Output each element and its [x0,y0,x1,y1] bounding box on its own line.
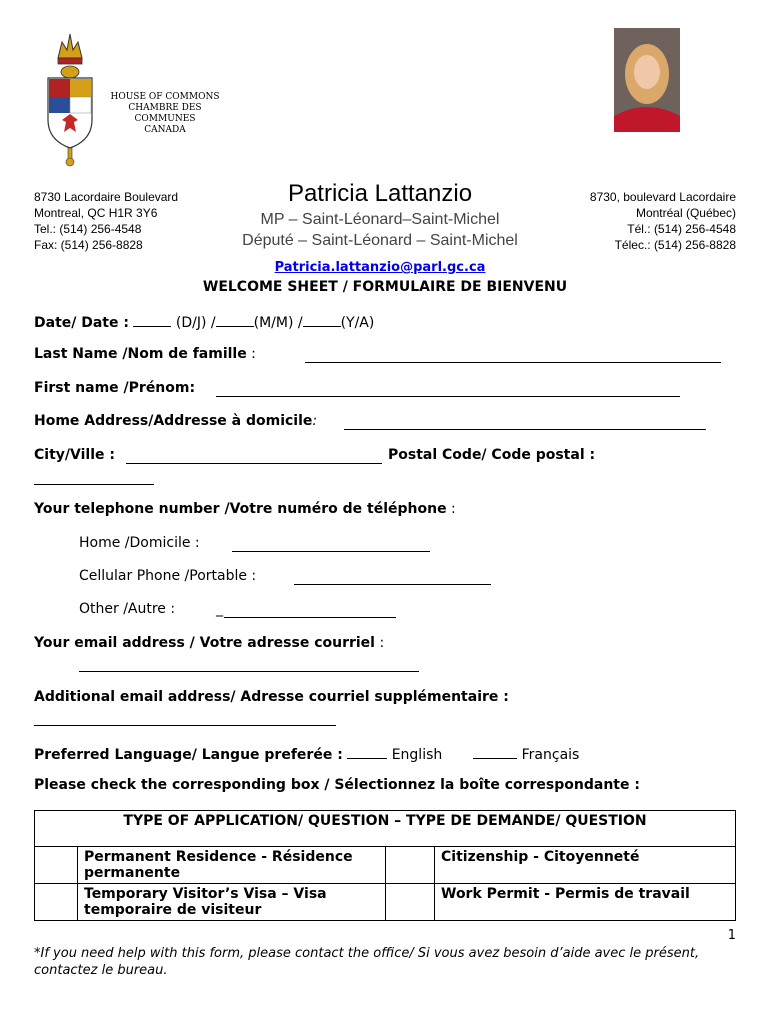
date-month-field[interactable] [216,312,254,327]
crest-icon [40,28,100,168]
other-phone-label: Other /Autre : [79,601,176,617]
checkbox-work-permit[interactable] [386,884,435,921]
date-year-field[interactable] [303,312,341,327]
form-heading: WELCOME SHEET / FORMULAIRE DE BIENVENU [202,279,568,295]
date-day-hint: (D/J) / [175,315,216,331]
table-header: TYPE OF APPLICATION/ QUESTION – TYPE DE DEMANDE/ QUESTION [35,811,736,847]
home-address-label: Home Address/Addresse à domicile [34,413,313,429]
language-english-label: English [391,747,443,763]
home-address-colon: : [312,413,318,429]
last-name-label: Last Name /Nom de famille [34,346,247,362]
cell-phone-field[interactable] [294,584,491,585]
application-type-table [34,810,736,921]
language-french-field[interactable] [473,744,517,759]
house-of-commons-crest [40,28,100,168]
portrait-icon [614,28,680,132]
crest-text [106,92,224,136]
telephone-colon: : [451,501,456,517]
other-phone-underscore: _ [216,601,223,617]
address-fr-line: Montréal (Québec) [635,206,736,220]
last-name-colon: : [251,346,256,362]
address-en-line: Fax: (514) 256-8828 [34,238,143,252]
city-label: City/Ville : [34,447,115,463]
telephone-row [34,501,456,517]
crest-line-3: CANADA [144,125,186,135]
footer-note: *If you need help with this form, please contact the office/ Si vous avez besoin d’aide avec le présent, contactez le bureau. [34,946,700,978]
email-colon: : [379,635,385,651]
date-row [34,312,374,331]
mp-photo [614,28,680,132]
date-month-hint: (M/M) / [253,315,303,331]
language-label: Preferred Language/ Langue preferée : [34,747,343,763]
first-name-field[interactable] [216,396,680,397]
email-field[interactable] [79,671,419,672]
mp-email-link[interactable]: Patricia.lattanzio@parl.gc.ca [274,260,486,275]
date-day-field[interactable] [133,312,171,327]
city-field[interactable] [126,463,382,464]
home-address-field[interactable] [344,429,706,430]
crest-line-2: CHAMBRE DES COMMUNES [128,103,202,124]
address-french [590,189,736,253]
checkbox-citizenship[interactable] [386,847,435,884]
postal-code-field[interactable] [34,484,154,485]
check-box-instruction: Please check the corresponding box / Sélectionnez la boîte correspondante : [34,777,640,793]
option-work-permit: Work Permit - Permis de travail [435,884,736,921]
address-en-line: 8730 Lacordaire Boulevard [34,190,179,204]
address-en-line: Tel.: (514) 256-4548 [34,222,142,236]
date-label: Date/ Date : [34,315,129,331]
option-citizenship: Citizenship - Citoyenneté [435,847,736,884]
last-name-field[interactable] [305,362,721,363]
telephone-label: Your telephone number /Votre numéro de téléphone [34,501,447,517]
mp-title-french: Député – Saint-Léonard – Saint-Michel [242,232,518,249]
address-fr-line: Télec.: (514) 256-8828 [614,238,736,252]
last-name-row [34,346,256,362]
option-temporary-visa: Temporary Visitor’s Visa – Visa temporaire de visiteur [78,884,386,921]
additional-email-label: Additional email address/ Adresse courriel supplémentaire : [34,689,509,705]
email-label: Your email address / Votre adresse courriel [34,635,375,651]
option-permanent-residence: Permanent Residence - Résidence permanente [78,847,386,884]
mp-name: Patricia Lattanzio [287,180,473,207]
first-name-label: First name /Prénom: [34,380,196,396]
address-en-line: Montreal, QC H1R 3Y6 [34,206,158,220]
language-french-label: Français [521,747,580,763]
additional-email-field[interactable] [34,725,336,726]
address-fr-line: 8730, boulevard Lacordaire [589,190,736,204]
cell-phone-label: Cellular Phone /Portable : [79,568,257,584]
home-phone-field[interactable] [232,551,430,552]
date-year-hint: (Y/A) [340,315,375,331]
address-fr-line: Tél.: (514) 256-4548 [627,222,736,236]
page-number: 1 [727,928,736,943]
home-address-row [34,413,317,429]
home-phone-label: Home /Domicile : [79,535,200,551]
other-phone-field[interactable] [224,617,396,618]
address-english [34,189,178,253]
mp-title-english: MP – Saint-Léonard–Saint-Michel [260,211,500,228]
language-english-field[interactable] [347,744,387,759]
crest-line-1: HOUSE OF COMMONS [110,92,220,102]
email-row [34,635,384,651]
postal-code-label: Postal Code/ Code postal : [388,447,596,463]
checkbox-permanent-residence[interactable] [35,847,78,884]
checkbox-temporary-visa[interactable] [35,884,78,921]
language-row [34,744,579,763]
